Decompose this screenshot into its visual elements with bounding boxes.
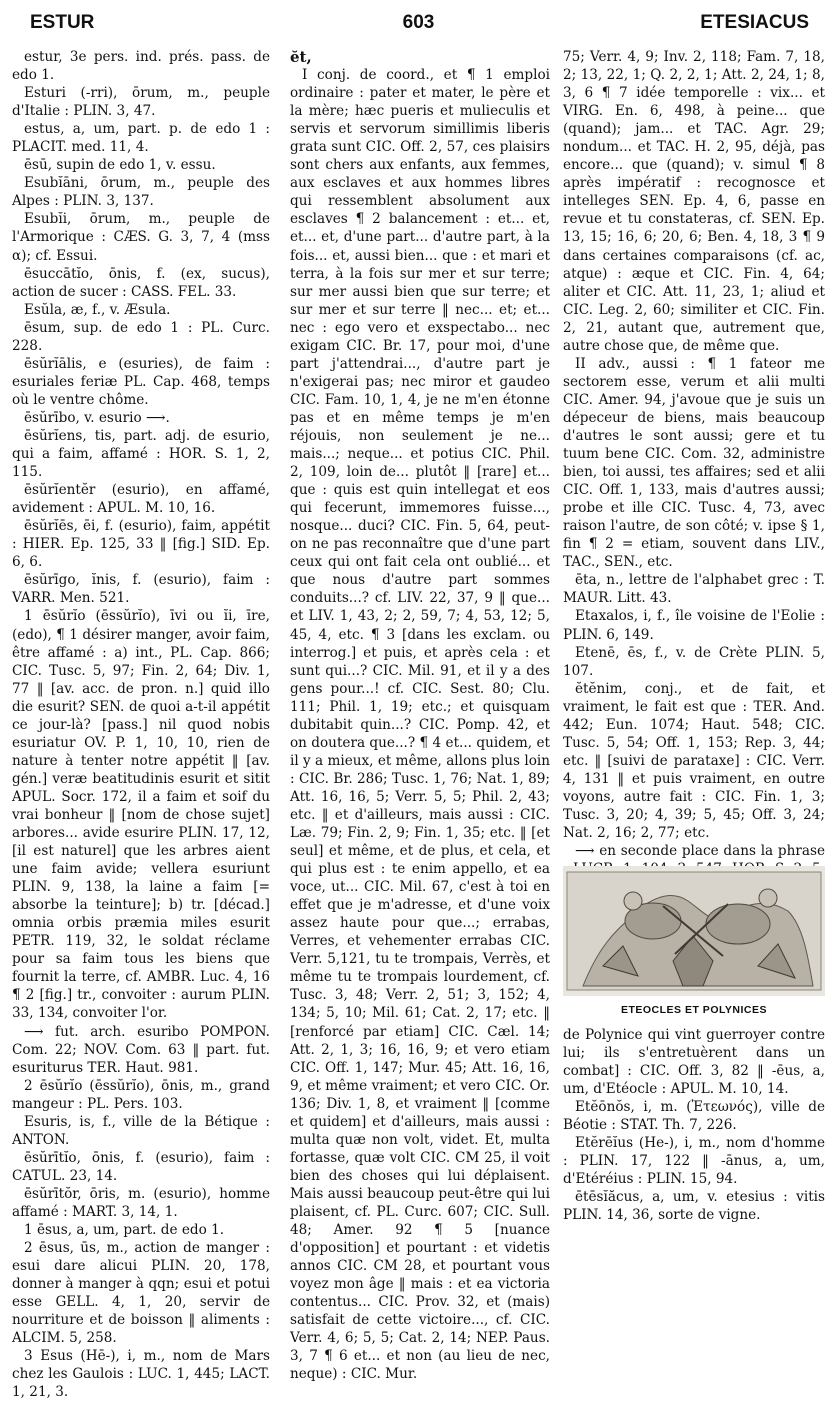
entry: Etĕrēĭus (He-), i, m., nom d'homme : PLIN. 17, 122 ‖ -ānus, a, um, d'Etéréius : PLIN. 15, 94. (563, 1135, 825, 1188)
entry: ⟶ fut. arch. esuribo POMPON. Com. 22; NOV. Com. 63 ‖ part. fut. esuriturus TER. Haut. 981. (12, 1023, 270, 1076)
entry: 1 ēsŭrĭo (ēssŭrĭo), īvi ou ĭi, īre, (edo), ¶ 1 désirer manger, avoir faim, être affamé : a) int., PL. Cap. 866; CIC. Tusc. 5, 97; Fin. 2, 64; Div. 1, 77 ‖ [av. acc. de pron. n.] quid illo die esurit? SEN. de quoi a-t-il appétit ce jour-là? [pass.] nil quod nobis esuriatur OV. P. 1, 10, 10, rien de nature à tenter notre appétit ‖ [av. gén.] veræ beatitudinis esurit et sitit APUL. Socr. 172, il a faim et soif du vrai bonheur ‖ [nom de chose sujet] arbores... avide esurire PLIN. 17, 12, [il est naturel] que les arbres aient une faim avide; vellera esuriunt PLIN. 9, 138, la laine a faim [= absorbe la teinture]; b) tr. [décad.] omnia orbis præmia miles esurit PETR. 119, 32, le soldat réclame pour sa faim tous les biens que fournit la terre, cf. AMBR. Luc. 4, 16 ¶ 2 [fig.] tr., convoiter : aurum PLIN. 33, 134, convoiter l'or. (12, 608, 270, 1022)
entry: ēsŭrĭentĕr (esurio), en affamé, avidement : APUL. M. 10, 16. (12, 482, 270, 517)
relief-illustration (563, 866, 825, 996)
entry: ēsŭrītŏr, ōris, m. (esurio), homme affamé : MART. 3, 14, 1. (12, 1185, 270, 1220)
entry: Etaxalos, i, f., île voisine de l'Eolie : PLIN. 6, 149. (563, 608, 825, 643)
figure-eteocles-polynices (563, 866, 825, 1021)
entry: ēsuccātĭo, ōnis, f. (ex, sucus), action de sucer : CASS. FEL. 33. (12, 265, 270, 300)
running-head-left: ESTUR (30, 12, 95, 33)
entry: ēsŭrĭēs, ēi, f. (esurio), faim, appétit : HIER. Ep. 125, 33 ‖ [fig.] SID. Ep. 6, 6. (12, 518, 270, 571)
entry: ēsum, sup. de edo 1 : PL. Curc. 228. (12, 319, 270, 354)
entry: Esubĭāni, ōrum, m., peuple des Alpes : PLIN. 3, 137. (12, 175, 270, 210)
entry: estur, 3e pers. ind. prés. pass. de edo 1. (12, 49, 270, 84)
entry: 3 Esus (Hē-), i, m., nom de Mars chez les Gaulois : LUC. 1, 445; LACT. 1, 21, 3. (12, 1348, 270, 1401)
page-number: 603 (402, 12, 435, 33)
page-header (0, 8, 837, 38)
entry: 2 ēsŭrĭo (ēssŭrĭo), ōnis, m., grand mangeur : PL. Pers. 103. (12, 1077, 270, 1112)
entry: Esŭla, æ, f., v. Æsula. (24, 301, 171, 318)
entry: ēsŭrĭens, tis, part. adj. de esurio, qui a faim, affamé : HOR. S. 1, 2, 115. (12, 427, 270, 481)
dictionary-column-2 (290, 48, 550, 1383)
entry: 75; Verr. 4, 9; Inv. 2, 118; Fam. 7, 18, 2; 13, 22, 1; Q. 2, 2, 1; Att. 2, 24, 1; 8, 3, 6 ¶ 7 idée temporelle : vix... et VIRG. En. 6, 498, à peine... que (quand); jam... et TAC. Agr. 29; nondum... et TAC. H. 2, 95, déjà, pas encore... que (quand); v. simul ¶ 8 après impératif : recognosce et intelleges SEN. Ep. 4, 6, passe en revue et tu constateras, cf. SEN. Ep. 13, 15; 16, 6; 20, 6; Ben. 4, 18, 3 ¶ 9 dans certaines comparaisons (cf. ac, atque) : æque et CIC. Fin. 4, 64; aliter et CIC. Att. 11, 23, 1; aliud et CIC. Leg. 2, 60; similiter et CIC. Fin. 2, 21, autant que, autrement que, autre chose que, de même que. (563, 49, 825, 354)
entry: ēsŭrītĭo, ōnis, f. (esurio), faim : CATUL. 23, 14. (12, 1149, 270, 1184)
entry: ēta, n., lettre de l'alphabet grec : T. MAUR. Litt. 43. (563, 572, 825, 607)
entry: ēsŭrībo, v. esurio ⟶. (24, 409, 170, 426)
entry: Etenē, ēs, f., v. de Crète PLIN. 5, 107. (563, 644, 825, 679)
entry: estus, a, um, part. p. de edo 1 : PLACIT. med. 11, 4. (12, 121, 270, 156)
entry: 1 ēsus, a, um, part. de edo 1. (24, 1222, 225, 1239)
figure-caption: ETEOCLES ET POLYNICES (620, 1004, 768, 1016)
entry: ĕtĕnim, conj., et de fait, et vraiment, le fait est que : TER. And. 442; Eun. 1074; Haut. 548; CIC. Tusc. 5, 54; Off. 1, 153; Rep. 3, 44; etc. ‖ [suivi de parataxe] : CIC. Verr. 4, 131 ‖ et puis vraiment, en outre voyons, autre fait : CIC. Fin. 1, 3; Tusc. 3, 20; 4, 39; 5, 45; Off. 3, 24; Nat. 2, 16; 2, 77; etc. (563, 680, 825, 842)
entry: Esubĭi, ōrum, m., peuple de l'Armorique : CÆS. G. 3, 7, 4 (mss α); cf. Essui. (12, 211, 270, 264)
entry: 2 ēsus, ūs, m., action de manger : esui dare alicui PLIN. 20, 178, donner à manger à qqn; esui et potui esse GELL. 4, 1, 20, servir de nourriture et de boisson ‖ aliments : ALCIM. 5, 258. (12, 1240, 270, 1347)
entry: Etĕōnŏs, i, m. (Ἐτεωνός), ville de Béotie : STAT. Th. 7, 226. (563, 1099, 825, 1134)
dictionary-column-1 (12, 48, 270, 1401)
running-head-right: ETESIACUS (700, 12, 809, 33)
entry: ēsŭrīgo, ĭnis, f. (esurio), faim : VARR. Men. 521. (12, 572, 270, 607)
entry: ⟶ en seconde place dans la phrase (575, 843, 825, 860)
entry: ētēsĭăcus, a, um, v. etesius : vitis PLIN. 14, 36, sorte de vigne. (563, 1189, 825, 1224)
entry: ēsū, supin de edo 1, v. essu. (24, 157, 216, 174)
entry: I conj. de coord., et ¶ 1 emploi ordinaire : pater et mater, le père et la mère; hæc pueris et mulieculis et servis et servorum simillimis liberis grata sunt CIC. Off. 2, 57, ces plaisirs sont chers aux enfants, aux femmes, aux esclaves et aux hommes libres qui ressemblent absolument aux esclaves ¶ 2 balancement : et... et, et... et, d'une part... d'autre part, à la fois... et, aussi bien... que : et mari et terra, à la fois sur mer et sur terre; sur mer aussi bien que sur terre; et sur mer et sur terre ‖ nec... et; et... nec : ego vero et exspectabo... nec exigam CIC. Br. 17, pour moi, d'une part j'attendrai..., d'autre part je n'exigerai pas; nec miror et gaudeo CIC. Fam. 10, 1, 4, je ne m'en étonne pas et en même temps je m'en réjouis, non seulement je ne... mais...; neque... et potius CIC. Phil. 2, 109, loin de... plutôt ‖ [rare] et... que : quis est quin intellegat et eos qui fecerunt, immemores fuisse..., nosque... duci? CIC. Fin. 5, 64, peut-on ne pas reconnaître que d'une part ceux qui ont fait cela ont oublié... et que nous d'autre part sommes conduits...? cf. LIV. 22, 37, 9 ‖ que... et LIV. 1, 43, 2; 2, 59, 7; 4, 53, 12; 5, 45, 4, etc. ¶ 3 [dans les exclam. ou interrog.] et puis, et après cela : et sunt qui...? CIC. Mil. 91, et il y a des gens pour...! cf. CIC. Sest. 80; Clu. 111; Phil. 1, 19; etc.; et quisquam dubitabit quin...? CIC. Pomp. 42, et on doutera que...? ¶ 4 et... quidem, et il y a mieux, et même, allons plus loin : CIC. Br. 286; Tusc. 1, 76; Nat. 1, 89; Att. 16, 16, 5; Verr. 5, 5; Phil. 2, 43; etc. ‖ et d'ailleurs, mais aussi : CIC. Læ. 79; Fin. 2, 9; Fin. 1, 35; etc. ‖ [et seul] et même, et de plus, et cela, et qui plus est : te enim appello, et ea voce, ut... CIC. Mil. 67, c'est à toi en effet que je m'adresse, et d'une voix assez haute pour que...; errabas, Verres, et vehementer errabas CIC. Verr. 5,121, tu te trompais, Verrès, et même tu te trompais lourdement, cf. Tusc. 3, 48; Verr. 2, 51; 3, 152; 4, 134; 5, 10; Mil. 61; Cat. 2, 17; etc. ‖ [renforcé par etiam] CIC. Cæl. 14; Att. 2, 1, 3; 16, 16, 9; et vero etiam CIC. Off. 1, 147; Mur. 45; Att. 16, 16, 9, et même vraiment; et vero CIC. Or. 136; Div. 1, 8, et vraiment ‖ [comme et quidem] et d'ailleurs, mais aussi : multa quæ non volt, videt. Et, multa fortasse, quæ volt CIC. CM 25, il voit bien des choses qui lui déplaisent. Mais aussi beaucoup peut-être qui lui plaisent, cf. PL. Curc. 607; CIC. Sull. 48; Amer. 92 ¶ 5 [nuance d'opposition] et pourtant : et videtis annos CIC. CM 28, et pourtant vous voyez mon âge ‖ mais : et ea victoria contentus... CIC. Prov. 32, et (mais) satisfait de cette victoire..., cf. CIC. Verr. 4, 6; 5, 5; Cat. 2, 14; NEP. Paus. 3, 7 ¶ 6 et... et non (au lieu de nec, neque) : CIC. Mur. (290, 67, 550, 1383)
dictionary-column-3 (563, 48, 825, 1338)
entry-headword: ĕt, (290, 48, 312, 66)
entry: Esturi (-rri), ōrum, m., peuple d'Italie : PLIN. 3, 47. (12, 85, 270, 120)
entry: Esuris, is, f., ville de la Bétique : ANTON. (12, 1113, 270, 1148)
entry: de Polynice qui vint guerroyer contre lui; ils s'entretuèrent dans un combat] : CIC. Off. 3, 82 ‖ -ēus, a, um, d'Etéocle : APUL. M. 10, 14. (563, 1027, 825, 1098)
entry: ēsŭrĭālis, e (esuries), de faim : esuriales feriæ PL. Cap. 468, temps où le ventre chôme. (12, 355, 270, 408)
entry: II adv., aussi : ¶ 1 fateor me sectorem esse, verum et alii multi CIC. Amer. 94, j'avoue que je suis un dépeceur de biens, mais beaucoup d'autres le sont aussi; gere et tu tuum bene CIC. Com. 32, administre bien, toi aussi, tes affaires; sed et alii CIC. Off. 1, 133, mais d'autres aussi; probe et ille CIC. Tusc. 4, 73, avec raison l'autre, de son côté; v. ipse § 1, fin ¶ 2 = etiam, souvent dans LIV., TAC., SEN., etc. (563, 355, 825, 571)
